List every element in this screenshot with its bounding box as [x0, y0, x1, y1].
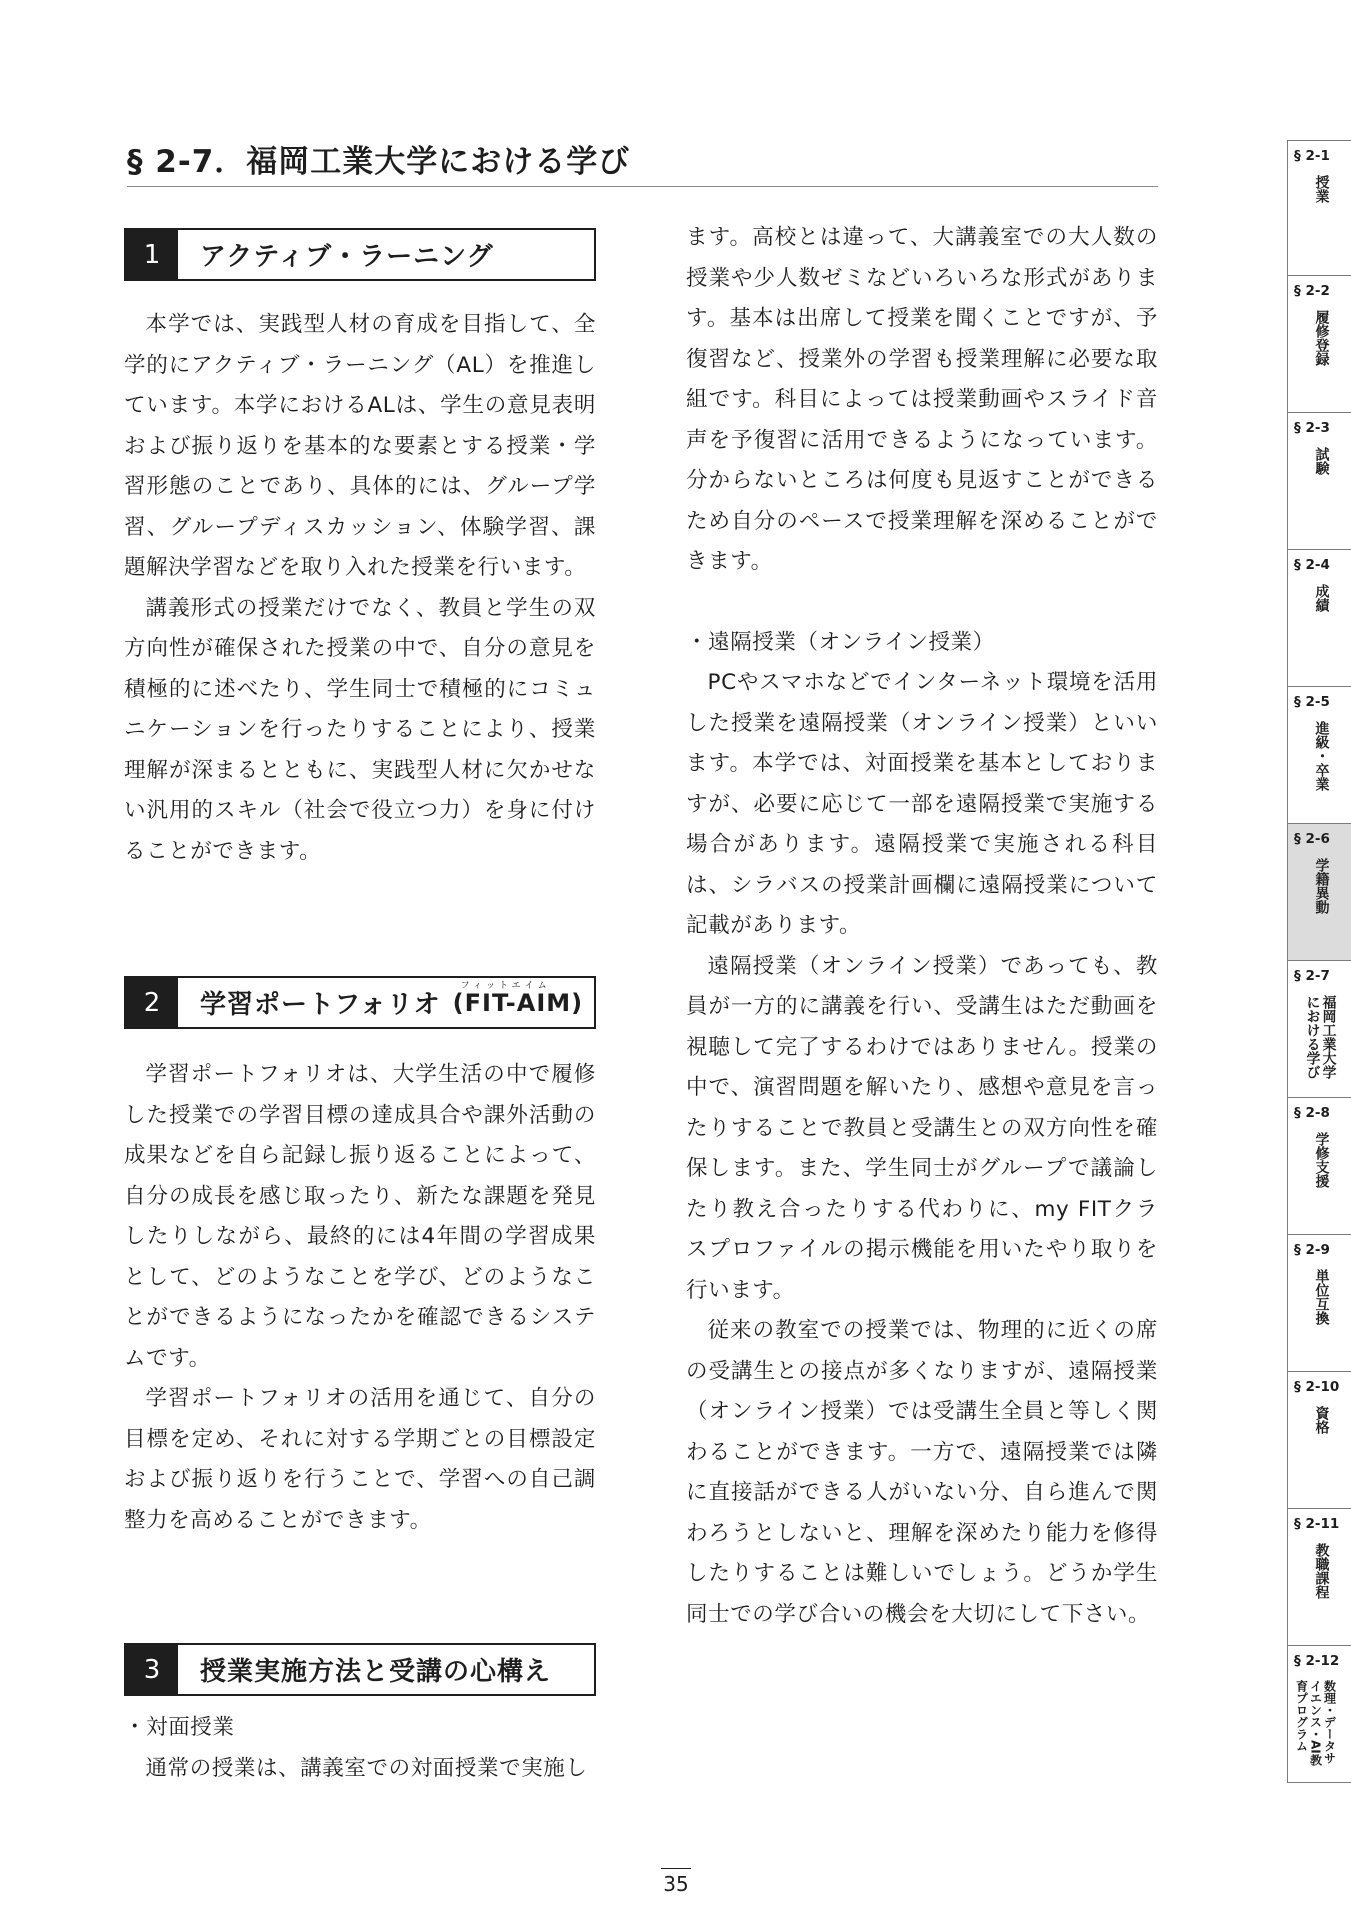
tab-label: 進級・卒業 [1313, 721, 1330, 791]
section-3-title: 授業実施方法と受講の心構え [200, 1657, 552, 1687]
section-3-paragraph-continued: ます。高校とは違って、大講義室での大人数の授業や少人数ゼミなどいろいろな形式があります。基本は出席して授業を聞くことですが、予復習など、授業外の学習も授業理解に必要な取組です。科目によっては授業動画やスライド音声を予復習に活用できるようになっています。分からないところは何度も見返すことができるため自分のペースで授業理解を深めることができます。 [686, 225, 1158, 574]
tab-2-9[interactable] [1287, 1235, 1351, 1372]
tab-label: 福岡工業大学における学び [1304, 995, 1337, 1079]
tab-2-5[interactable] [1287, 687, 1351, 824]
right-column [686, 218, 1158, 1635]
section-3-body [124, 1708, 596, 1789]
tab-2-4[interactable] [1287, 550, 1351, 687]
section-2-paragraph: 学習ポートフォリオの活用を通じて、自分の目標を定め、それに対する学期ごとの目標設定および振り返りを行うことで、学習への自己調整力を高めることができます。 [124, 1386, 596, 1533]
tab-id: § 2-11 [1294, 1516, 1340, 1532]
section-3-paragraph: 従来の教室での授業では、物理的に近くの席の受講生との接点が多くなりますが、遠隔授業（オンライン授業）では受講生全員と等しく関わることができます。一方で、遠隔授業では隣に直接話ができる人がいない分、自ら進んで関わろうとしないと、理解を深めたり能力を修得したりすることは難しいでしょう。どうか学生同士での学び合いの機会を大切にして下さい。 [686, 1318, 1158, 1627]
bullet-face-to-face: ・対面授業 [124, 1715, 235, 1740]
section-1-number: 1 [126, 230, 178, 279]
page-number: 35 [663, 1872, 689, 1896]
tab-2-2[interactable] [1287, 276, 1351, 413]
tab-id: § 2-6 [1294, 831, 1330, 847]
tab-2-7[interactable] [1287, 961, 1351, 1098]
spacer [686, 583, 1158, 623]
tab-id: § 2-3 [1294, 420, 1330, 436]
tab-id: § 2-12 [1294, 1653, 1340, 1669]
tab-id: § 2-7 [1294, 968, 1330, 984]
tab-id: § 2-5 [1294, 694, 1330, 710]
section-1-heading [124, 228, 596, 281]
section-1-paragraph: 本学では、実践型人材の育成を目指して、全学的にアクティブ・ラーニング（AL）を推進しています。本学におけるALは、学生の意見表明および振り返りを基本的な要素とする授業・学習形態のことであり、具体的には、グループ学習、グループディスカッション、体験学習、課題解決学習などを取り入れた授業を行います。 [124, 312, 596, 580]
bullet-remote: ・遠隔授業（オンライン授業） [686, 629, 995, 655]
tab-2-1[interactable] [1287, 140, 1351, 276]
tab-2-3[interactable] [1287, 413, 1351, 550]
tab-id: § 2-10 [1294, 1379, 1340, 1395]
page-title: § 2-7．福岡工業大学における学び [127, 144, 631, 180]
chapter-tabs [1287, 140, 1351, 1783]
tab-id: § 2-9 [1294, 1242, 1330, 1258]
tab-2-11[interactable] [1287, 1509, 1351, 1646]
section-2-heading [124, 976, 596, 1029]
section-3-paragraph: 遠隔授業（オンライン授業）であっても、教員が一方的に講義を行い、受講生はただ動画を視聴して完了するわけではありません。授業の中で、演習問題を解いたり、感想や意見を言ったりすることで教員と受講生との双方向性を確保します。また、学生同士がグループで議論したり教え合ったりする代わりに、my FITクラスプロファイルの掲示機能を用いたやり取りを行います。 [686, 953, 1158, 1303]
section-3-number: 3 [126, 1645, 178, 1694]
section-2-body [124, 1055, 596, 1541]
section-3-heading [124, 1643, 596, 1696]
tab-label: 成績 [1313, 584, 1330, 612]
section-2-number: 2 [126, 978, 178, 1027]
section-2-title-wrap [178, 978, 594, 1027]
section-3-paragraph: 通常の授業は、講義室での対面授業で実施し [145, 1755, 588, 1781]
tab-id: § 2-4 [1294, 557, 1330, 573]
tab-id: § 2-2 [1294, 283, 1330, 299]
tab-label: 授業 [1313, 175, 1330, 203]
section-2-title: 学習ポートフォリオ [200, 990, 441, 1020]
section-2-title-suffix: (FIT-AIM) [452, 988, 584, 1017]
tab-label: 試験 [1313, 447, 1330, 475]
page-number-rule [661, 1868, 691, 1869]
section-3-paragraph: PCやスマホなどでインターネット環境を活用した授業を遠隔授業（オンライン授業）といいます。本学では、対面授業を基本としておりますが、必要に応じて一部を遠隔授業で実施する場合があります。遠隔授業で実施される科目は、シラバスの授業計画欄に遠隔授業について記載があります。 [686, 670, 1158, 938]
tab-2-12[interactable] [1287, 1646, 1351, 1783]
section-2-paragraph: 学習ポートフォリオは、大学生活の中で履修した授業での学習目標の達成具合や課外活動の成果などを自ら記録し振り返ることによって、自分の成長を感じ取ったり、新たな課題を発見したりしながら、最終的には4年間の学習成果として、どのようなことを学び、どのようなことができるようになったかを確認できるシステムです。 [124, 1062, 596, 1371]
tab-label: 履修登録 [1313, 310, 1330, 366]
tab-label: 学修支援 [1313, 1132, 1330, 1188]
tab-2-8[interactable] [1287, 1098, 1351, 1235]
title-divider [127, 186, 1158, 187]
section-2-title-suffix-wrap [452, 980, 584, 1017]
tab-label: 教職課程 [1313, 1543, 1330, 1599]
tab-label: 数理・データサイエンス・AI教育プログラム [1294, 1680, 1337, 1766]
tab-2-10[interactable] [1287, 1372, 1351, 1509]
section-1-title: アクティブ・ラーニング [200, 242, 494, 272]
tab-id: § 2-8 [1294, 1105, 1330, 1121]
left-column [124, 228, 596, 1789]
tab-label: 学籍異動 [1313, 858, 1330, 914]
section-1-paragraph: 講義形式の授業だけでなく、教員と学生の双方向性が確保された授業の中で、自分の意見を積極的に述べたり、学生同士で積極的にコミュニケーションを行ったりすることにより、授業理解が深まるとともに、実践型人材に欠かせない汎用的スキル（社会で役立つ力）を身に付けることができます。 [124, 595, 596, 864]
section-1-body [124, 305, 596, 872]
section-2-ruby: フィットエイム [460, 980, 551, 991]
tab-id: § 2-1 [1294, 148, 1330, 164]
tab-2-6[interactable] [1287, 824, 1351, 961]
tab-label: 単位互換 [1313, 1269, 1330, 1325]
tab-label: 資格 [1313, 1406, 1330, 1434]
